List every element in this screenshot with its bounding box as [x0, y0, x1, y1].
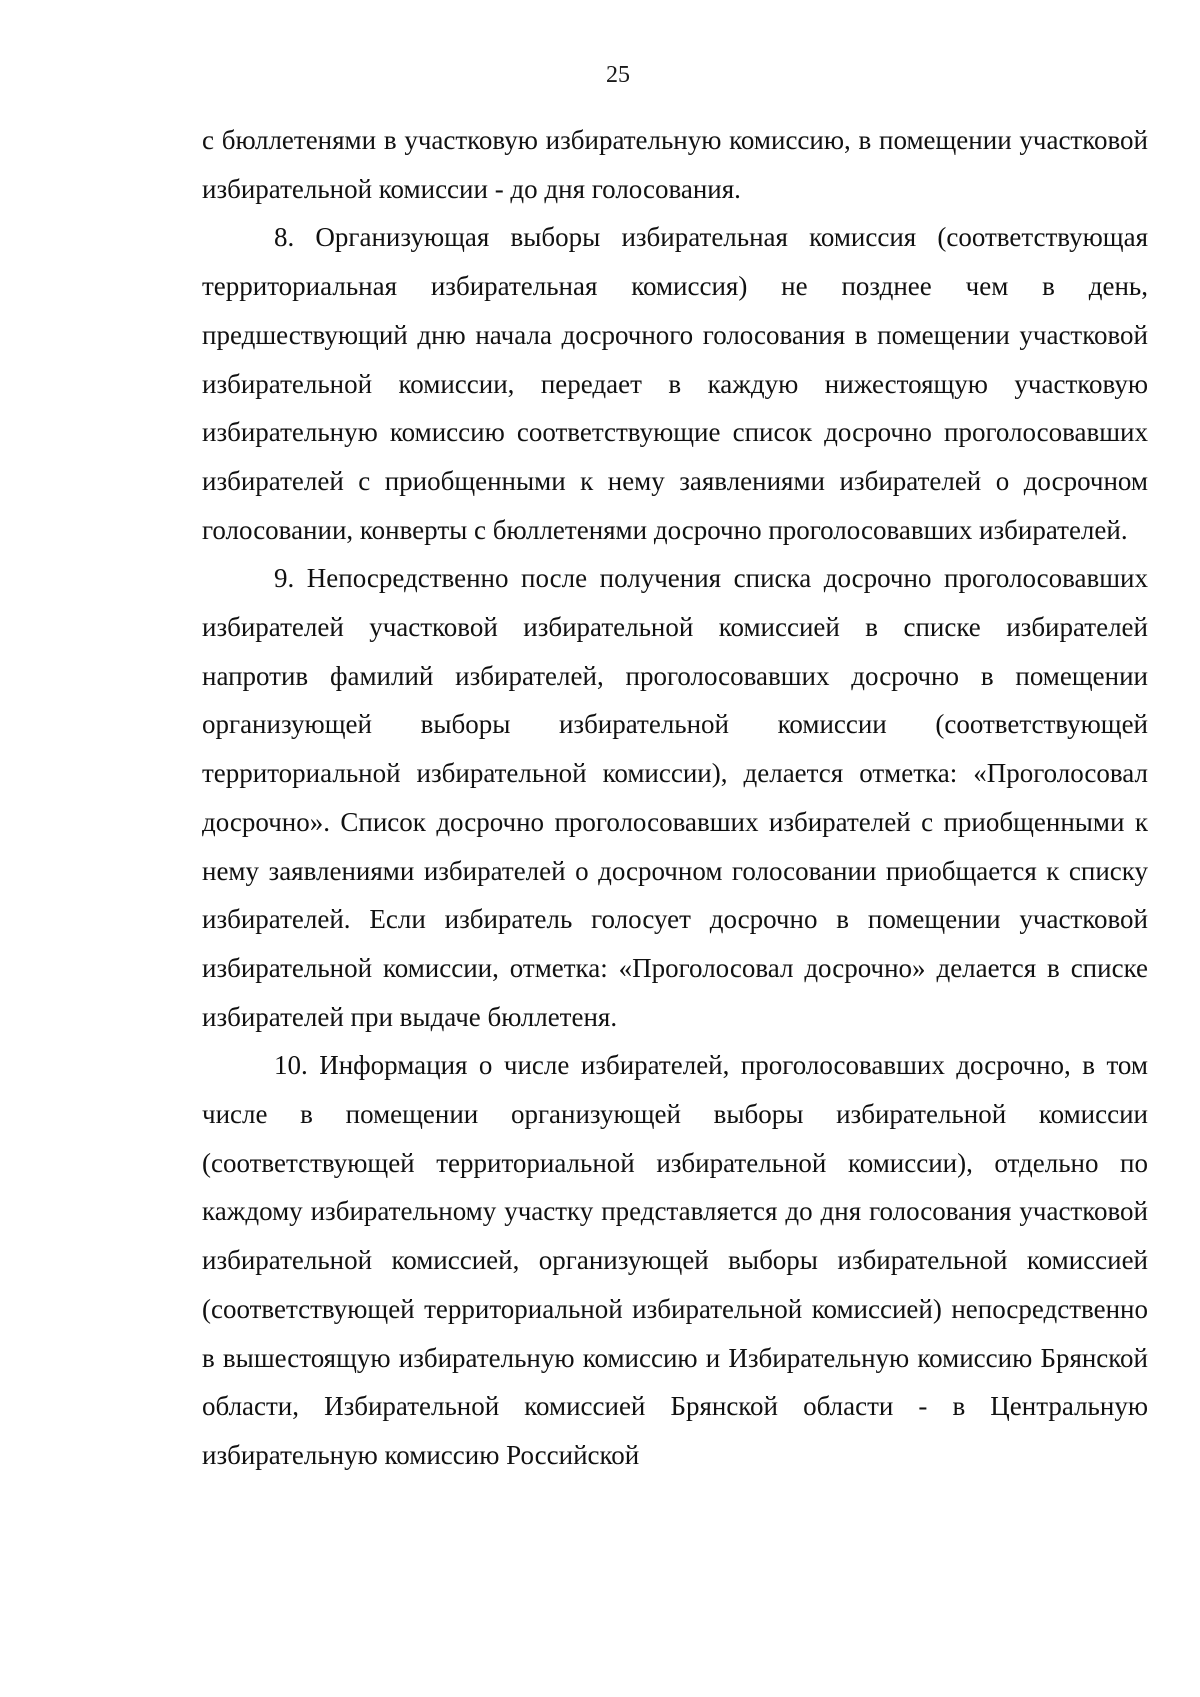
paragraph-10: 10. Информация о числе избирателей, проголосовавших досрочно, в том числе в помещении организующей выборы избирательной комиссии (соответствующей территориальной избирательной комиссии), отдельно по каждому избирательному участку представляется до дня голосования участковой избирательной комиссией, организующей выборы избирательной комиссией (соответствующей территориальной избирательной комиссией) непосредственно в вышестоящую избирательную комиссию и Избирательную комиссию Брянской области, Избирательной комиссией Брянской области - в Центральную избирательную комиссию Российской	[202, 1050, 1148, 1470]
page-number: 25	[606, 62, 630, 88]
paragraph-8: 8. Организующая выборы избирательная комиссия (соответствующая территориальная избирательная комиссия) не позднее чем в день, предшествующий дню начала досрочного голосования в помещении участковой избирательной комиссии, передает в каждую нижестоящую участковую избирательную комиссию соответствующие список досрочно проголосовавших избирателей с приобщенными к нему заявлениями избирателей о досрочном голосовании, конверты с бюллетенями досрочно проголосовавших избирателей.	[202, 222, 1148, 545]
paragraph-continuation: с бюллетенями в участковую избирательную комиссию, в помещении участковой избирательной комиссии - до дня голосования.	[202, 125, 1148, 204]
paragraph-9: 9. Непосредственно после получения списка досрочно проголосовавших избирателей участковой избирательной комиссией в списке избирателей напротив фамилий избирателей, проголосовавших досрочно в помещении организующей выборы избирательной комиссии (соответствующей территориальной избирательной комиссии), делается отметка: «Проголосовал досрочно». Список досрочно проголосовавших избирателей с приобщенными к нему заявлениями избирателей о досрочном голосовании приобщается к списку избирателей. Если избиратель голосует досрочно в помещении участковой избирательной комиссии, отметка: «Проголосовал досрочно» делается в списке избирателей при выдаче бюллетеня.	[202, 563, 1148, 1032]
document-body	[202, 116, 1148, 1480]
